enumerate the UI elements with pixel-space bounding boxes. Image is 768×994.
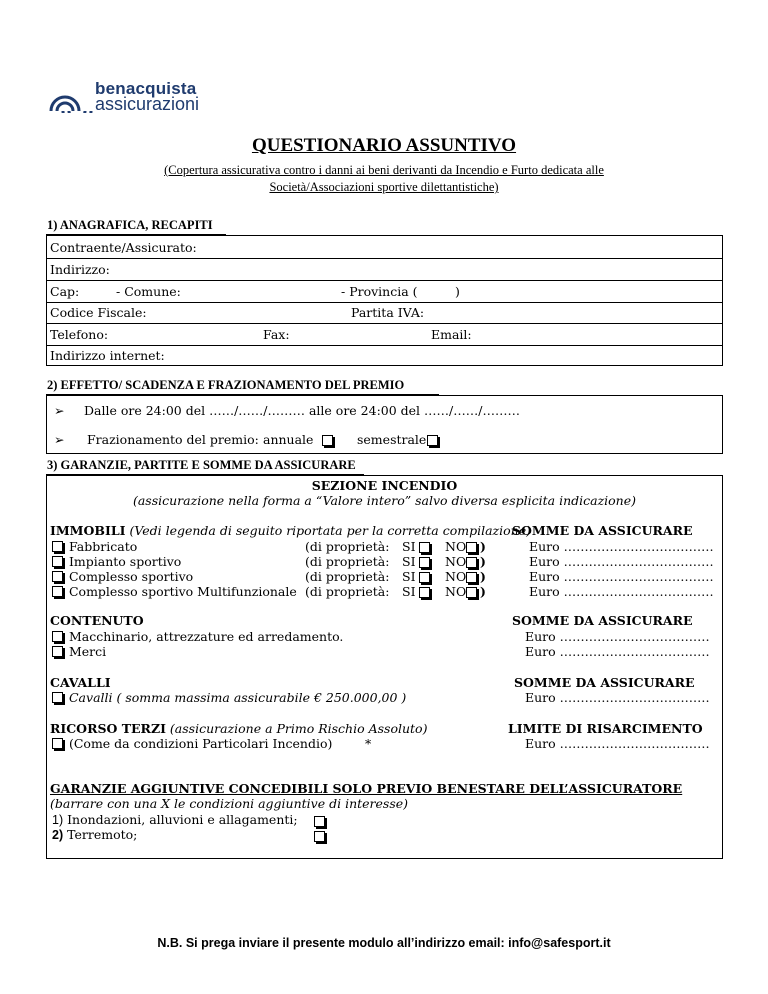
immobili-no-checkbox[interactable] [466, 572, 477, 583]
frazionamento-label: Frazionamento del premio: [87, 432, 259, 447]
contenuto-item-label: Merci [68, 644, 107, 659]
section1-table [46, 235, 723, 366]
contenuto-item[interactable] [50, 644, 106, 659]
section3-box [46, 475, 723, 859]
section1-heading: 1) ANAGRAFICA, RECAPITI [47, 218, 213, 232]
cavalli-euro[interactable]: Euro ……………………………… [525, 690, 710, 705]
immobili-item-label: Fabbricato [68, 539, 138, 554]
checkbox-icon[interactable] [52, 586, 63, 597]
subtitle-line1: (Copertura assicurativa contro i danni ai beni derivanti da Incendio e Furto dedicata alle [164, 163, 604, 177]
somme-header: SOMME DA ASSICURARE [512, 523, 693, 538]
section2-box [46, 395, 723, 454]
immobili-close: ) [480, 584, 486, 599]
field-provincia[interactable]: - Provincia ( [341, 284, 418, 299]
aggiuntiva-checkbox[interactable] [314, 816, 325, 827]
subtitle-line2: Società/Associazioni sportive dilettantistiche) [269, 180, 499, 194]
ricorso-note: (assicurazione a Primo Rischio Assoluto) [169, 721, 428, 736]
immobili-no-checkbox[interactable] [466, 587, 477, 598]
field-fax[interactable]: Fax: [263, 327, 290, 342]
footer-note: N.B. Si prega inviare il presente modulo all’indirizzo email: info@safesport.it [157, 936, 611, 950]
sezione-incendio-note-text: (assicurazione nella forma a “Valore intero” salvo diversa esplicita indicazione) [132, 493, 637, 508]
immobili-item-label: Impianto sportivo [68, 554, 182, 569]
annuale-label: annuale [263, 432, 314, 447]
aggiuntiva-checkbox[interactable] [314, 831, 325, 842]
immobili-euro[interactable]: Euro ……………………………… [529, 584, 714, 599]
aggiuntiva-item[interactable] [52, 812, 298, 827]
ricorso-euro[interactable]: Euro ……………………………… [525, 736, 710, 751]
immobili-item[interactable] [50, 584, 297, 599]
checkbox-icon[interactable] [52, 692, 63, 703]
immobili-no-label: NO [445, 554, 467, 569]
immobili-item[interactable] [50, 539, 137, 554]
immobili-si-label: SI [402, 539, 416, 554]
ricorso-item[interactable] [50, 736, 332, 751]
immobili-no-checkbox[interactable] [466, 542, 477, 553]
aggiuntiva-label: Inondazioni, alluvioni e allagamenti; [67, 812, 298, 827]
field-provincia-close: ) [455, 284, 460, 299]
bullet-icon: ➢ [54, 432, 65, 447]
field-indirizzo[interactable]: Indirizzo: [50, 262, 110, 277]
immobili-header [50, 523, 531, 538]
immobili-title: IMMOBILI [50, 523, 126, 538]
immobili-si-checkbox[interactable] [419, 542, 430, 553]
aggiuntiva-label: Terremoto; [67, 827, 138, 842]
immobili-note: (Vedi legenda di seguito riportata per la corretta compilazione) [129, 523, 531, 538]
field-email[interactable]: Email: [431, 327, 472, 342]
immobili-si-label: SI [402, 584, 416, 599]
field-partita-iva[interactable]: Partita IVA: [351, 305, 425, 320]
immobili-euro[interactable]: Euro ……………………………… [529, 554, 714, 569]
field-codice-fiscale[interactable]: Codice Fiscale: [50, 305, 147, 320]
immobili-close: ) [480, 554, 486, 569]
field-indirizzo-internet[interactable]: Indirizzo internet: [50, 348, 165, 363]
immobili-no-label: NO [445, 569, 467, 584]
immobili-si-label: SI [402, 569, 416, 584]
immobili-item[interactable] [50, 569, 193, 584]
field-comune[interactable]: - Comune: [116, 284, 181, 299]
limite-risarcimento-header: LIMITE DI RISARCIMENTO [508, 721, 703, 736]
immobili-euro[interactable]: Euro ……………………………… [529, 539, 714, 554]
immobili-close: ) [480, 539, 486, 554]
annuale-checkbox[interactable] [322, 435, 333, 446]
immobili-item[interactable] [50, 554, 181, 569]
immobili-si-label: SI [402, 554, 416, 569]
immobili-close: ) [480, 569, 486, 584]
contenuto-somme-header: SOMME DA ASSICURARE [512, 613, 693, 628]
logo-line2: assicurazioni [95, 94, 200, 114]
page-title: QUESTIONARIO ASSUNTIVO [251, 135, 517, 156]
immobili-proprieta: (di proprietà: [305, 569, 390, 584]
aggiuntiva-num: 2) [52, 828, 64, 842]
field-telefono[interactable]: Telefono: [50, 327, 109, 342]
immobili-item-label: Complesso sportivo [68, 569, 194, 584]
immobili-proprieta: (di proprietà: [305, 554, 390, 569]
contenuto-item-label: Macchinario, attrezzature ed arredamento. [68, 629, 344, 644]
checkbox-icon[interactable] [52, 646, 63, 657]
immobili-item-label: Complesso sportivo Multifunzionale [68, 584, 297, 599]
sezione-incendio-note [47, 493, 722, 508]
ricorso-title: RICORSO TERZI [50, 721, 166, 736]
cavalli-label: Cavalli ( somma massima assicurabile € 250.000,00 ) [68, 690, 407, 705]
immobili-euro[interactable]: Euro ……………………………… [529, 569, 714, 584]
logo-mark-icon [49, 81, 93, 113]
cavalli-somme-header: SOMME DA ASSICURARE [514, 675, 695, 690]
semestrale-label: semestrale [357, 432, 427, 447]
contenuto-euro[interactable]: Euro ……………………………… [525, 644, 710, 659]
section2-heading: 2) EFFETTO/ SCADENZA E FRAZIONAMENTO DEL PREMIO [47, 378, 405, 392]
field-contraente[interactable]: Contraente/Assicurato: [50, 240, 197, 255]
contenuto-euro[interactable]: Euro ……………………………… [525, 629, 710, 644]
garanzie-aggiuntive-title: GARANZIE AGGIUNTIVE CONCEDIBILI SOLO PREVIO BENESTARE DELL’ASSICURATORE [50, 781, 683, 796]
checkbox-icon[interactable] [52, 541, 63, 552]
field-cap[interactable]: Cap: [50, 284, 80, 299]
immobili-no-label: NO [445, 584, 467, 599]
aggiuntiva-item[interactable] [52, 827, 137, 842]
semestrale-checkbox[interactable] [427, 435, 438, 446]
cavalli-title: CAVALLI [50, 675, 111, 690]
checkbox-icon[interactable] [52, 631, 63, 642]
checkbox-icon[interactable] [52, 738, 63, 749]
garanzie-aggiuntive-note: (barrare con una X le condizioni aggiuntive di interesse) [50, 796, 409, 811]
aggiuntiva-num: 1) [52, 813, 64, 827]
effetto-scadenza-line[interactable]: Dalle ore 24:00 del ……/……/……… alle ore 24:00 del ……/……/……… [84, 403, 520, 418]
contenuto-item[interactable] [50, 629, 343, 644]
logo-line1: benacquista [95, 79, 197, 98]
contenuto-title: CONTENUTO [50, 613, 144, 628]
sezione-incendio-title: SEZIONE INCENDIO [311, 478, 458, 493]
immobili-proprieta: (di proprietà: [305, 539, 390, 554]
ricorso-star: * [365, 736, 372, 751]
immobili-proprieta: (di proprietà: [305, 584, 390, 599]
checkbox-icon[interactable] [52, 556, 63, 567]
ricorso-label: (Come da condizioni Particolari Incendio) [68, 736, 333, 751]
bullet-icon: ➢ [54, 403, 65, 418]
ricorso-header [50, 721, 427, 736]
immobili-si-checkbox[interactable] [419, 587, 430, 598]
checkbox-icon[interactable] [52, 571, 63, 582]
immobili-si-checkbox[interactable] [419, 557, 430, 568]
immobili-no-checkbox[interactable] [466, 557, 477, 568]
section3-heading: 3) GARANZIE, PARTITE E SOMME DA ASSICURARE [47, 458, 356, 472]
logo [49, 79, 239, 115]
immobili-no-label: NO [445, 539, 467, 554]
cavalli-item[interactable] [50, 690, 406, 705]
immobili-si-checkbox[interactable] [419, 572, 430, 583]
